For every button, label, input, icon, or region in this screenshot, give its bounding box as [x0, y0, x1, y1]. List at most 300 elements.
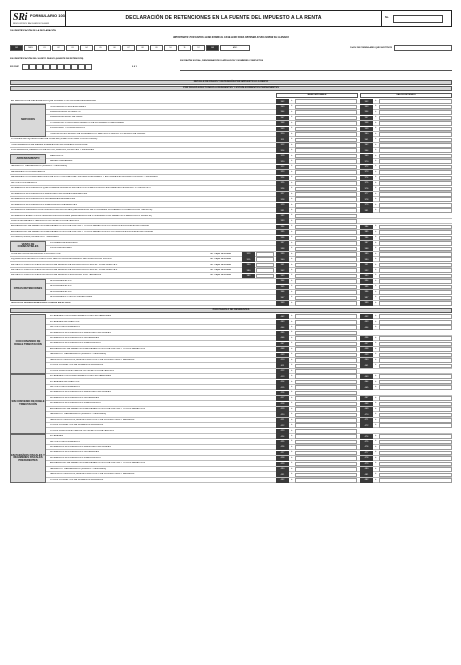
- row-label: INTERESES: [50, 435, 64, 438]
- value-input[interactable]: [379, 467, 452, 472]
- base-input[interactable]: [295, 301, 357, 306]
- base-equals-sign: +: [291, 319, 293, 323]
- no-input[interactable]: [393, 15, 443, 23]
- base-equals-sign: +: [291, 158, 293, 162]
- base-input[interactable]: [295, 364, 357, 369]
- period-cell[interactable]: 03: [66, 45, 79, 51]
- base-input[interactable]: [295, 263, 357, 268]
- value-input[interactable]: [379, 456, 452, 461]
- base-field-code: 405: [276, 331, 289, 336]
- base-input[interactable]: [295, 331, 357, 336]
- base-equals-sign: +: [291, 153, 293, 157]
- value-input[interactable]: [379, 285, 452, 290]
- value-input[interactable]: [379, 290, 452, 295]
- value-input[interactable]: [379, 353, 452, 358]
- base-input[interactable]: [295, 478, 357, 483]
- base-input[interactable]: [295, 290, 357, 295]
- row-label: SEGUROS Y REASEGUROS (PRIMAS Y CESIONES): [50, 353, 106, 356]
- base-field-code: 349: [276, 301, 289, 306]
- period-cell[interactable]: 06: [108, 45, 121, 51]
- value-field-code: 468: [360, 402, 373, 407]
- base-field-code: 331: [276, 208, 289, 213]
- value-input[interactable]: [379, 176, 452, 181]
- value-input[interactable]: [379, 396, 452, 401]
- base-equals-sign: +: [291, 131, 293, 135]
- value-input[interactable]: [379, 197, 452, 202]
- value-input[interactable]: [379, 187, 452, 192]
- brand-mark: SRi: [13, 12, 28, 23]
- base-field-code: 334: [276, 225, 289, 230]
- value-field-code: 459: [360, 353, 373, 358]
- value-input[interactable]: [379, 342, 452, 347]
- base-equals-sign: +: [291, 175, 293, 179]
- base-input[interactable]: [295, 208, 357, 213]
- base-field-code: 422: [276, 423, 289, 428]
- value-equals-sign: +: [375, 251, 377, 255]
- base-input[interactable]: [295, 181, 357, 186]
- row-label: ANTICIPO DE DIVIDENDOS: [50, 440, 80, 443]
- base-input[interactable]: [295, 325, 357, 330]
- value-input[interactable]: [379, 274, 452, 279]
- business-name-input[interactable]: [180, 63, 452, 71]
- base-input[interactable]: [295, 127, 357, 132]
- value-equals-sign: +: [375, 120, 377, 124]
- value-field-code: 465: [360, 385, 373, 390]
- row-label: INTERESES DE CRÉDITOS: [50, 380, 80, 383]
- base-equals-sign: +: [291, 363, 293, 367]
- base-field-code: 307: [276, 116, 289, 121]
- period-cell[interactable]: 04: [80, 45, 93, 51]
- value-input[interactable]: [379, 407, 452, 412]
- base-input[interactable]: [295, 374, 357, 379]
- value-field-code: 474: [360, 434, 373, 439]
- base-input[interactable]: [295, 214, 357, 219]
- base-input[interactable]: [295, 138, 357, 143]
- base-input[interactable]: [295, 314, 357, 319]
- value-equals-sign: +: [375, 406, 377, 410]
- base-field-code: 408: [276, 347, 289, 352]
- row-label: APLICABLES EL 8%: [50, 290, 72, 293]
- base-input[interactable]: [295, 197, 357, 202]
- base-input[interactable]: [295, 402, 357, 407]
- value-equals-sign: +: [375, 246, 377, 250]
- boxes-input[interactable]: [256, 263, 274, 268]
- form-title: DECLARACIÓN DE RETENCIONES EN LA FUENTE DEL IMPUESTO A LA RENTA: [125, 15, 322, 21]
- period-cell[interactable]: 05: [94, 45, 107, 51]
- value-input[interactable]: [379, 132, 452, 137]
- substitute-form-label: 104 N° DE FORMULARIO QUE SUSTITUYE: [350, 46, 392, 49]
- row-label: SUBTOTAL OPERACIONES EFECTUADAS EN EL PAÍS: [11, 301, 71, 304]
- value-input[interactable]: [379, 143, 452, 148]
- value-input[interactable]: [379, 105, 452, 110]
- base-field-code: 415: [276, 385, 289, 390]
- base-equals-sign: +: [291, 330, 293, 334]
- base-input[interactable]: [295, 176, 357, 181]
- value-equals-sign: +: [375, 131, 377, 135]
- value-equals-sign: +: [375, 466, 377, 470]
- base-field-code: 410: [276, 358, 289, 363]
- base-equals-sign: +: [291, 218, 293, 222]
- period-cell[interactable]: 09: [150, 45, 163, 51]
- value-input[interactable]: [379, 247, 452, 252]
- base-equals-sign: +: [291, 267, 293, 271]
- row-label: DIVIDENDOS DISTRIBUIDOS A FIDEICOMISOS RESIDENTES: [11, 203, 77, 206]
- value-input[interactable]: [379, 385, 452, 390]
- base-input[interactable]: [295, 241, 357, 246]
- value-field-code: 359: [360, 127, 373, 132]
- base-input[interactable]: [295, 203, 357, 208]
- row-label: PAGOS DE BIENES O SERVICIOS NO SUJETOS A RETENCIÓN: [11, 219, 79, 222]
- row-label: INTERESES DE CRÉDITOS: [50, 320, 80, 323]
- base-input[interactable]: [295, 391, 357, 396]
- value-equals-sign: +: [375, 104, 377, 108]
- base-equals-sign: +: [291, 428, 293, 432]
- base-input[interactable]: [295, 347, 357, 352]
- resolution-text: RESOLUCIÓN N° NAC-DGERCGC10-00693: [13, 22, 50, 25]
- value-field-code: 396: [360, 290, 373, 295]
- value-equals-sign: +: [375, 273, 377, 277]
- base-field-code: 340: [276, 257, 289, 262]
- base-input[interactable]: [295, 358, 357, 363]
- row-label: OTROS PAGOS AL EXTERIOR NO SUJETOS A RETENCIÓN: [50, 369, 114, 372]
- base-equals-sign: +: [291, 384, 293, 388]
- value-equals-sign: +: [375, 417, 377, 421]
- base-input[interactable]: [295, 165, 357, 170]
- base-input[interactable]: [295, 418, 357, 423]
- base-field-code: 414: [276, 380, 289, 385]
- value-input[interactable]: [379, 165, 452, 170]
- value-input[interactable]: [379, 325, 452, 330]
- value-field-code: 461: [360, 363, 373, 368]
- row-label: SEGUROS Y REASEGUROS (PRIMAS Y CESIONES): [50, 413, 106, 416]
- base-input[interactable]: [295, 473, 357, 478]
- value-input[interactable]: [379, 252, 452, 257]
- base-input[interactable]: [295, 385, 357, 390]
- value-input[interactable]: [379, 170, 452, 175]
- base-input[interactable]: [295, 423, 357, 428]
- row-label: DIVIDENDOS GRAVADOS DISTRIBUIDOS EN ACCIONES (REINVERSIÓN DE UTILIDADES SIN DERECHO A REDUCCIÓN TARIFA IR): [11, 209, 153, 212]
- base-input[interactable]: [295, 380, 357, 385]
- base-input[interactable]: [295, 440, 357, 445]
- value-equals-sign: +: [375, 477, 377, 481]
- base-input[interactable]: [295, 257, 357, 262]
- value-input[interactable]: [379, 440, 452, 445]
- row-label: ENAJENACIÓN DE DERECHOS REPRESENTATIVOS DE CAPITAL Y OTROS DERECHOS: [50, 407, 145, 410]
- base-equals-sign: +: [291, 273, 293, 277]
- value-field-code: 480: [360, 467, 373, 472]
- row-label: DIVIDENDOS DISTRIBUIDOS A SOCIEDADES: [50, 396, 99, 399]
- base-field-code: 343: [276, 274, 289, 279]
- value-equals-sign: +: [375, 434, 377, 437]
- value-input[interactable]: [379, 380, 452, 385]
- value-equals-sign: +: [375, 148, 377, 152]
- value-input[interactable]: [379, 473, 452, 478]
- value-input[interactable]: [379, 159, 452, 164]
- base-equals-sign: +: [291, 120, 293, 124]
- row-label: DIVIDENDOS DISTRIBUIDOS A PERSONAS NATURALES RESIDENTES: [11, 192, 88, 195]
- base-input[interactable]: [295, 105, 357, 110]
- base-field-code: 409: [276, 353, 289, 358]
- value-equals-sign: +: [375, 164, 377, 168]
- value-input[interactable]: [379, 364, 452, 369]
- period-cell[interactable]: 08: [136, 45, 149, 51]
- value-input[interactable]: [379, 138, 452, 143]
- row-label: TRANSPORTE PRIVADO DE PASAJEROS O SERVICIO PÚBLICO O PRIVADO DE CARGA: [50, 132, 146, 135]
- base-input[interactable]: [295, 230, 357, 235]
- base-equals-sign: +: [291, 246, 293, 250]
- value-equals-sign: +: [375, 191, 377, 195]
- value-equals-sign: +: [375, 180, 377, 184]
- row-label: UTILIZACIÓN O APROVECHAMIENTO DE LA IMAGEN O RENOMBRE: [50, 121, 124, 124]
- value-equals-sign: +: [375, 284, 377, 288]
- value-input[interactable]: [379, 121, 452, 126]
- group-venta-combustibles: VENTA DE COMBUSTIBLES: [10, 241, 46, 252]
- base-input[interactable]: [295, 99, 357, 104]
- base-input[interactable]: [295, 236, 357, 241]
- period-cell[interactable]: 11: [178, 45, 191, 51]
- base-equals-sign: +: [291, 191, 293, 195]
- base-field-code: 302: [276, 99, 289, 104]
- row-label: IMPUESTO ÚNICO A LA EXPORTACIÓN DE BANANO DE PRODUCCIÓN PROPIA - COMPONENTE 1: [11, 263, 118, 266]
- value-input[interactable]: [379, 347, 452, 352]
- base-input[interactable]: [295, 143, 357, 148]
- value-field-code: 377: [360, 192, 373, 197]
- base-equals-sign: +: [291, 439, 293, 443]
- row-label: DIVIDENDOS DISTRIBUIDOS A FIDEICOMISOS: [50, 342, 101, 345]
- value-field-code: 362: [360, 143, 373, 148]
- base-input[interactable]: [295, 456, 357, 461]
- base-input[interactable]: [295, 342, 357, 347]
- value-input[interactable]: [379, 263, 452, 268]
- row-label: A DISTRIBUIDORES: [50, 247, 72, 250]
- base-equals-sign: +: [291, 224, 293, 228]
- value-field-code: 481: [360, 472, 373, 477]
- boxes-input[interactable]: [256, 252, 274, 257]
- base-field-code: 412: [276, 369, 289, 374]
- value-field-code: 379: [360, 203, 373, 208]
- value-input[interactable]: [379, 208, 452, 213]
- value-input[interactable]: [379, 445, 452, 450]
- base-field-code: 341: [276, 263, 289, 268]
- base-equals-sign: +: [291, 341, 293, 345]
- value-input[interactable]: [379, 241, 452, 246]
- base-input[interactable]: [295, 369, 357, 374]
- base-input[interactable]: [295, 170, 357, 175]
- boxes-input[interactable]: [256, 268, 274, 273]
- base-field-code: 420: [276, 412, 289, 417]
- row-label: ANTICIPO DE DIVIDENDOS: [50, 386, 80, 389]
- base-input[interactable]: [295, 121, 357, 126]
- base-equals-sign: +: [291, 213, 293, 217]
- base-input[interactable]: [295, 336, 357, 341]
- base-field-code: 426: [276, 445, 289, 450]
- period-code: 102: [10, 45, 23, 51]
- period-cell[interactable]: MES: [24, 45, 37, 51]
- base-input[interactable]: [295, 413, 357, 418]
- base-input[interactable]: [295, 320, 357, 325]
- form-number: FORMULARIO 103: [30, 12, 65, 18]
- value-column-header: VALOR RETENIDO: [360, 93, 452, 98]
- row-label: TRANSFERENCIA DE BIENES MUEBLES DE NATURALEZA CORPORAL: [11, 143, 88, 146]
- base-equals-sign: +: [291, 104, 293, 108]
- period-cell[interactable]: 01: [38, 45, 51, 51]
- base-input[interactable]: [295, 396, 357, 401]
- base-input[interactable]: [295, 285, 357, 290]
- period-cell[interactable]: 10: [164, 45, 177, 51]
- base-equals-sign: +: [291, 368, 293, 372]
- row-label: INTERESES POR FINANCIAMIENTO DE PROVEEDORES: [50, 375, 112, 378]
- base-field-code: 311: [276, 137, 289, 142]
- value-equals-sign: +: [375, 169, 377, 173]
- row-label: RENDIMIENTOS FINANCIEROS ENTRE INSTITUCIONES DEL SISTEMA FINANCIERO Y ENTIDADES ECONOMÍA POPULAR Y SOLIDARIA: [11, 176, 158, 179]
- value-input[interactable]: [379, 413, 452, 418]
- value-input[interactable]: [379, 301, 452, 306]
- base-input[interactable]: [295, 462, 357, 467]
- value-field-code: 372: [360, 165, 373, 170]
- value-field-code: 376: [360, 186, 373, 191]
- period-cell[interactable]: 12: [192, 45, 205, 51]
- row-label: ENAJENACIÓN DE DERECHOS REPRESENTATIVOS DE CAPITAL Y OTROS DERECHOS COTIZADOS EN BOLSA ECUATORIANA: [11, 225, 149, 228]
- value-input[interactable]: [379, 320, 452, 325]
- value-input[interactable]: [379, 462, 452, 467]
- value-field-code: 395: [360, 285, 373, 290]
- base-input[interactable]: [295, 353, 357, 358]
- form-number-field: [381, 11, 451, 26]
- base-equals-sign: +: [291, 284, 293, 288]
- value-equals-sign: +: [375, 374, 377, 378]
- value-input[interactable]: [379, 402, 452, 407]
- row-label: SERVICIOS TÉCNICOS, ADMINISTRATIVOS O DE CONSULTORÍA Y REGALÍAS: [50, 358, 135, 361]
- row-label: PREDOMINA MANO DE OBRA: [50, 116, 83, 119]
- base-input[interactable]: [295, 434, 357, 439]
- base-input[interactable]: [295, 467, 357, 472]
- value-equals-sign: +: [375, 346, 377, 350]
- row-label: DIVIDENDOS DISTRIBUIDOS A SOCIEDADES: [50, 336, 99, 339]
- value-field-code: 460: [360, 358, 373, 363]
- base-field-code: 326: [276, 186, 289, 191]
- base-field-code: 309: [276, 127, 289, 132]
- substitute-form-input[interactable]: [394, 45, 452, 51]
- base-field-code: 421: [276, 418, 289, 423]
- value-input[interactable]: [379, 127, 452, 132]
- boxes-field-code: 380: [242, 268, 255, 273]
- value-input[interactable]: [379, 203, 452, 208]
- value-input[interactable]: [379, 230, 452, 235]
- value-input[interactable]: [379, 296, 452, 301]
- base-input[interactable]: [295, 247, 357, 252]
- sri-logo: [11, 11, 66, 26]
- value-equals-sign: +: [375, 235, 377, 239]
- value-input[interactable]: [379, 268, 452, 273]
- value-input[interactable]: [379, 358, 452, 363]
- base-input[interactable]: [295, 296, 357, 301]
- period-code: 103: [206, 45, 219, 51]
- row-label: SEGUROS Y REASEGUROS (PRIMAS Y CESIONES): [11, 165, 67, 168]
- base-field-code: 416: [276, 391, 289, 396]
- value-input[interactable]: [379, 99, 452, 104]
- base-equals-sign: +: [291, 115, 293, 119]
- ruc-field[interactable]: [10, 64, 137, 70]
- value-equals-sign: +: [375, 240, 377, 244]
- base-input[interactable]: [295, 274, 357, 279]
- base-input[interactable]: [295, 445, 357, 450]
- value-input[interactable]: [379, 181, 452, 186]
- value-input[interactable]: [379, 418, 452, 423]
- base-equals-sign: +: [291, 169, 293, 173]
- value-field-code: 390: [360, 257, 373, 262]
- value-input[interactable]: [379, 148, 452, 153]
- value-input[interactable]: [379, 434, 452, 439]
- value-input[interactable]: [379, 116, 452, 121]
- boxes-input[interactable]: [256, 257, 274, 262]
- base-input[interactable]: [295, 407, 357, 412]
- base-field-code: 319: [276, 154, 289, 159]
- value-input[interactable]: [379, 451, 452, 456]
- value-input[interactable]: [379, 314, 452, 319]
- value-input[interactable]: [379, 257, 452, 262]
- base-field-code: 347: [276, 295, 289, 300]
- base-equals-sign: +: [291, 423, 293, 427]
- value-input[interactable]: [379, 374, 452, 379]
- base-field-code: 429: [276, 462, 289, 467]
- period-cell[interactable]: AÑO: [220, 45, 250, 51]
- base-input[interactable]: [295, 225, 357, 230]
- value-input[interactable]: [379, 236, 452, 241]
- nonresidents-band: POR PAGOS A NO RESIDENTES: [10, 308, 452, 313]
- base-input[interactable]: [295, 192, 357, 197]
- value-input[interactable]: [379, 154, 452, 159]
- boxes-input[interactable]: [256, 274, 274, 279]
- value-equals-sign: +: [375, 175, 377, 179]
- base-equals-sign: +: [291, 346, 293, 350]
- base-input[interactable]: [295, 268, 357, 273]
- base-input[interactable]: [295, 279, 357, 284]
- value-input[interactable]: [379, 336, 452, 341]
- value-input[interactable]: [379, 225, 452, 230]
- base-field-code: 324: [276, 176, 289, 181]
- value-input[interactable]: [379, 423, 452, 428]
- period-cell[interactable]: 02: [52, 45, 65, 51]
- base-equals-sign: +: [291, 417, 293, 421]
- base-input[interactable]: [295, 132, 357, 137]
- base-field-code: 312: [276, 143, 289, 148]
- value-input[interactable]: [379, 110, 452, 115]
- base-input[interactable]: [295, 154, 357, 159]
- row-label: DIVIDENDOS DISTRIBUIDOS A FIDEICOMISOS: [50, 456, 101, 459]
- value-field-code: 388: [360, 246, 373, 251]
- base-input[interactable]: [295, 148, 357, 153]
- base-input[interactable]: [295, 252, 357, 257]
- base-input[interactable]: [295, 187, 357, 192]
- base-input[interactable]: [295, 116, 357, 121]
- base-input[interactable]: [295, 219, 357, 224]
- base-input[interactable]: [295, 451, 357, 456]
- group-otras-retenciones: OTRAS RETENCIONES: [10, 279, 46, 301]
- no-label: No.: [385, 16, 389, 20]
- base-input[interactable]: [295, 159, 357, 164]
- base-field-code: 333: [276, 219, 289, 224]
- period-cell[interactable]: 07: [122, 45, 135, 51]
- value-input[interactable]: [379, 478, 452, 483]
- value-input[interactable]: [379, 279, 452, 284]
- base-equals-sign: +: [291, 444, 293, 448]
- base-equals-sign: +: [291, 357, 293, 361]
- value-input[interactable]: [379, 192, 452, 197]
- value-field-code: 369: [360, 154, 373, 159]
- base-input[interactable]: [295, 110, 357, 115]
- base-input[interactable]: [295, 429, 357, 434]
- row-label: PUBLICIDAD Y COMUNICACIÓN: [50, 127, 85, 130]
